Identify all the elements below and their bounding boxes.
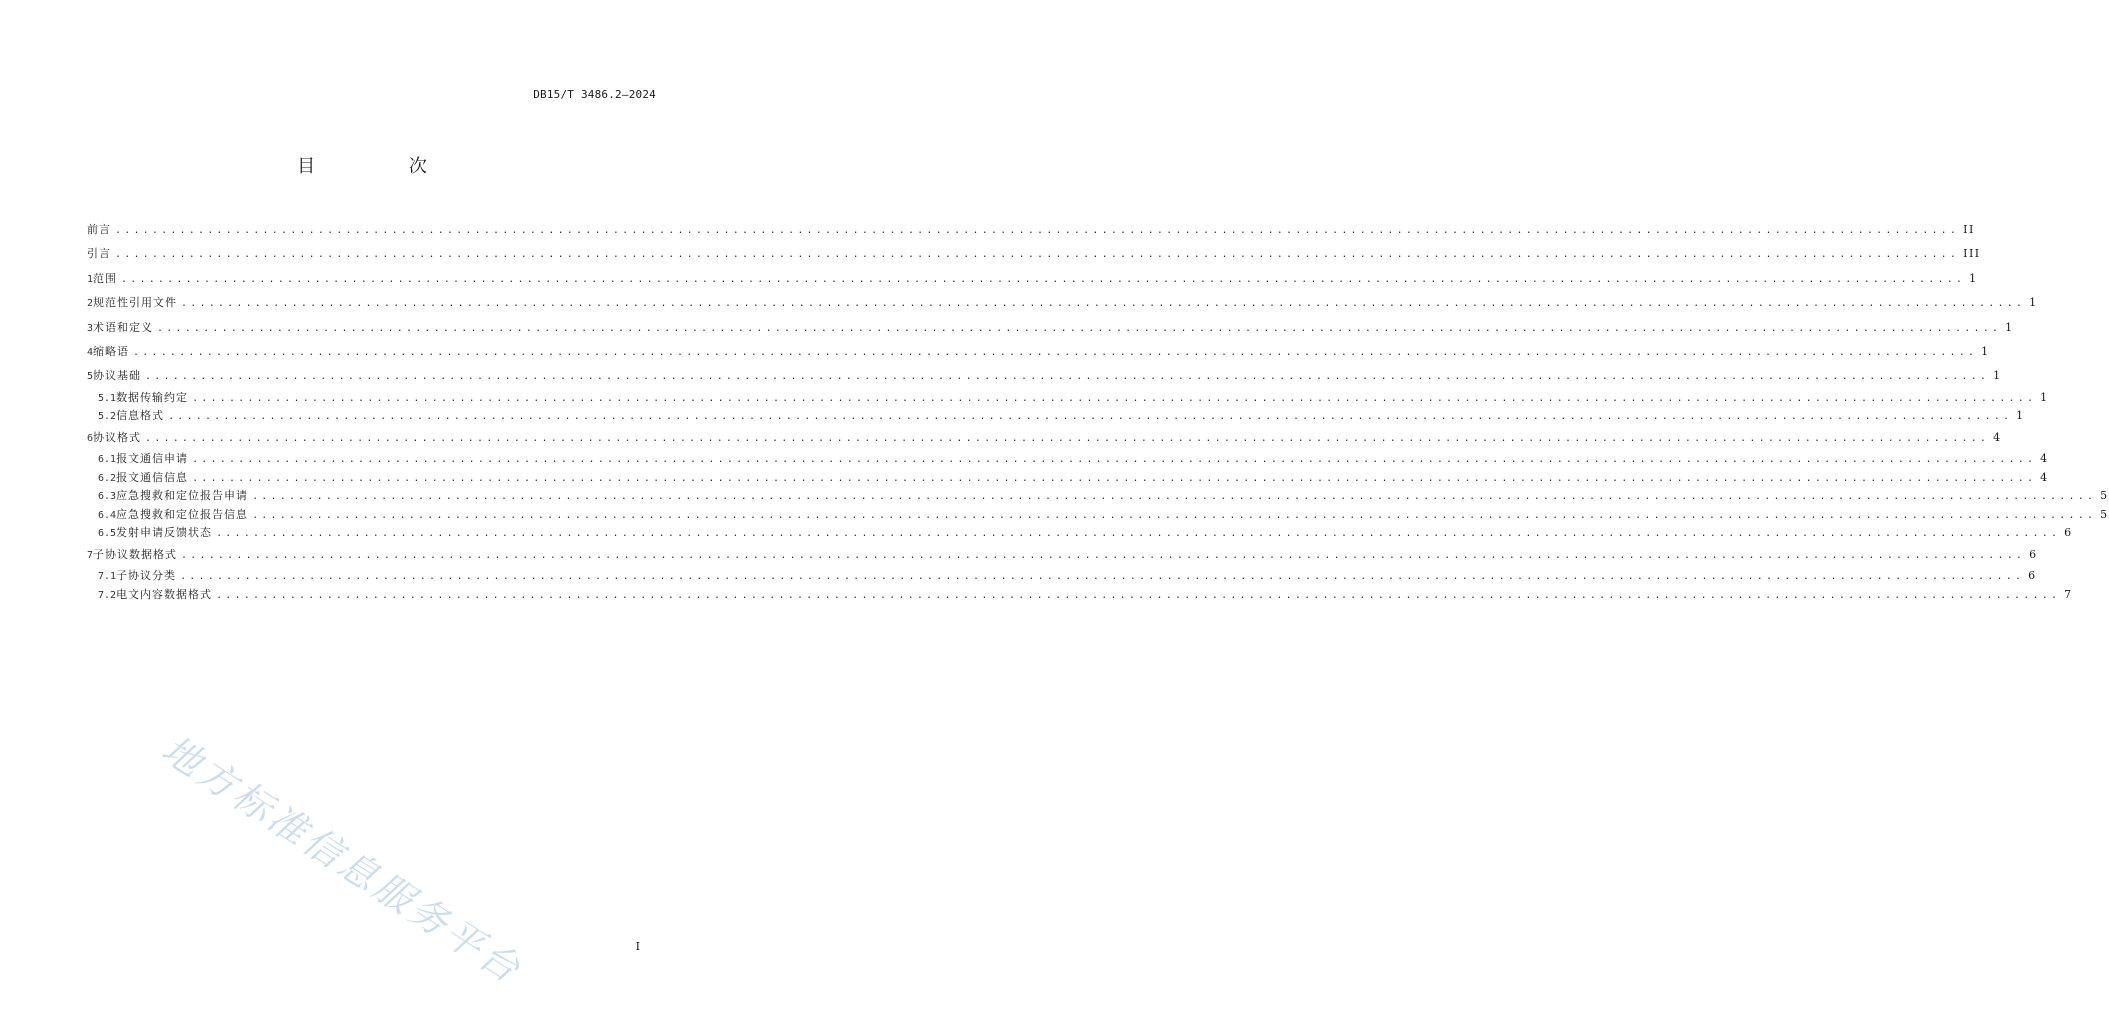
toc-entry[interactable]	[87, 543, 2038, 567]
toc-entry-label: 范围	[93, 271, 118, 285]
toc-entry-page: 1	[1969, 271, 1978, 285]
toc-entry-label: 缩略语	[93, 344, 130, 358]
toc-entry-label: 引言	[87, 247, 111, 261]
toc-leader-dots: ........................................................................................................................................................................................................	[180, 571, 2025, 583]
page-number: I	[635, 940, 640, 953]
toc-entry-label: 报文通信申请	[116, 452, 189, 466]
toc-entry-page: 5	[2100, 507, 2109, 521]
toc-entry[interactable]	[87, 242, 1981, 266]
toc-leader-dots: ........................................................................................................................................................................................................	[252, 509, 2097, 521]
page-title: 目 次	[297, 156, 471, 177]
toc-entry-number: 7	[87, 549, 94, 561]
standard-code: DB15/T 3486.2—2024	[533, 88, 656, 101]
toc-leader-dots: ........................................................................................................................................................................................................	[192, 472, 2037, 484]
toc-entry-page: II	[1963, 223, 1975, 236]
toc-entry-label: 子协议数据格式	[93, 547, 178, 561]
toc-entry-number: 3	[87, 322, 94, 334]
toc-entry-page: 7	[2064, 587, 2073, 601]
toc-leader-dots: ........................................................................................................................................................................................................	[192, 392, 2037, 404]
toc-leader-dots: ........................................................................................................................................................................................................	[216, 528, 2061, 540]
toc-entry-label: 电文内容数据格式	[116, 587, 213, 601]
toc-entry[interactable]	[87, 389, 2049, 408]
toc-entry-number: 6.3	[98, 491, 117, 503]
toc-leader-dots: ........................................................................................................................................................................................................	[216, 589, 2061, 601]
toc-leader-dots: ........................................................................................................................................................................................................	[252, 491, 2097, 503]
toc-entry-label: 应急搜救和定位报告信息	[116, 507, 249, 521]
toc-entry[interactable]	[87, 469, 2049, 488]
toc-leader-dots: ........................................................................................................................................................................................................	[133, 346, 1978, 358]
toc-entry[interactable]	[87, 426, 2002, 450]
toc-entry-number: 6.2	[98, 472, 117, 484]
toc-entry-label: 协议基础	[93, 369, 142, 383]
toc-entry-page: III	[1963, 247, 1981, 261]
toc-entry[interactable]	[87, 218, 1975, 242]
toc-entry-label: 术语和定义	[93, 320, 154, 334]
toc-entry-label: 数据传输约定	[116, 390, 189, 404]
toc-entry-page: 1	[2016, 409, 2025, 423]
toc-entry[interactable]	[87, 340, 1990, 364]
toc-entry[interactable]	[87, 291, 2038, 315]
toc-entry-number: 6.5	[98, 528, 117, 540]
toc-leader-dots: ........................................................................................................................................................................................................	[168, 411, 2013, 423]
toc-entry-page: 6	[2064, 526, 2073, 540]
toc-entry[interactable]	[87, 487, 2109, 506]
toc-entry-number: 5.1	[98, 392, 117, 404]
toc-entry-number: 7.2	[98, 589, 117, 601]
toc-entry[interactable]	[87, 586, 2073, 605]
toc-entry-number: 6	[87, 432, 94, 444]
toc-entry-page: 1	[2029, 296, 2038, 310]
toc-entry-number: 5	[87, 371, 94, 383]
toc-leader-dots: ........................................................................................................................................................................................................	[145, 432, 1990, 444]
toc-entry-page: 4	[2040, 452, 2049, 466]
toc-entry-page: 6	[2028, 569, 2037, 583]
toc-entry-label: 前言	[87, 223, 111, 236]
toc-entry-number: 5.2	[98, 411, 117, 423]
table-of-contents	[87, 218, 2109, 604]
toc-leader-dots: ........................................................................................................................................................................................................	[192, 454, 2037, 466]
toc-entry-number: 6.4	[98, 509, 117, 521]
toc-entry-number: 1	[87, 273, 94, 285]
toc-leader-dots: ........................................................................................................................................................................................................	[181, 549, 2026, 561]
watermark: 地方标准信息服务平台	[154, 726, 531, 993]
toc-entry-label: 应急搜救和定位报告申请	[116, 489, 249, 503]
toc-entry-page: 6	[2029, 547, 2038, 561]
toc-entry-page: 1	[1981, 344, 1990, 358]
toc-entry-page: 1	[1993, 369, 2002, 383]
toc-leader-dots: ........................................................................................................................................................................................................	[145, 371, 1990, 383]
toc-entry-number: 6.1	[98, 454, 117, 466]
toc-entry-label: 信息格式	[116, 409, 165, 423]
toc-entry[interactable]	[87, 506, 2109, 525]
toc-entry-page: 4	[2040, 470, 2049, 484]
toc-entry-label: 发射申请反馈状态	[116, 526, 213, 540]
toc-entry-number: 4	[87, 346, 94, 358]
toc-entry-label: 规范性引用文件	[93, 296, 178, 310]
toc-leader-dots: ........................................................................................................................................................................................................	[121, 273, 1966, 285]
toc-entry-page: 4	[1993, 430, 2002, 444]
toc-entry[interactable]	[87, 316, 2014, 340]
toc-entry[interactable]	[87, 450, 2049, 469]
toc-entry[interactable]	[87, 567, 2037, 586]
toc-entry-label: 报文通信信息	[116, 470, 189, 484]
toc-leader-dots: ........................................................................................................................................................................................................	[181, 298, 2026, 310]
toc-entry-page: 1	[2005, 320, 2014, 334]
toc-entry-label: 协议格式	[93, 430, 142, 444]
toc-entry-page: 1	[2040, 390, 2049, 404]
toc-entry[interactable]	[87, 407, 2025, 426]
toc-leader-dots: ........................................................................................................................................................................................................	[157, 322, 2002, 334]
toc-entry-number: 2	[87, 298, 94, 310]
toc-leader-dots: ........................................................................................................................................................................................................	[115, 225, 1960, 236]
toc-entry[interactable]	[87, 364, 2002, 388]
toc-leader-dots: ........................................................................................................................................................................................................	[115, 249, 1960, 261]
toc-entry-label: 子协议分类	[116, 569, 177, 583]
toc-entry[interactable]	[87, 524, 2073, 543]
toc-entry[interactable]	[87, 267, 1978, 291]
toc-entry-number: 7.1	[98, 571, 117, 583]
toc-entry-page: 5	[2100, 489, 2109, 503]
